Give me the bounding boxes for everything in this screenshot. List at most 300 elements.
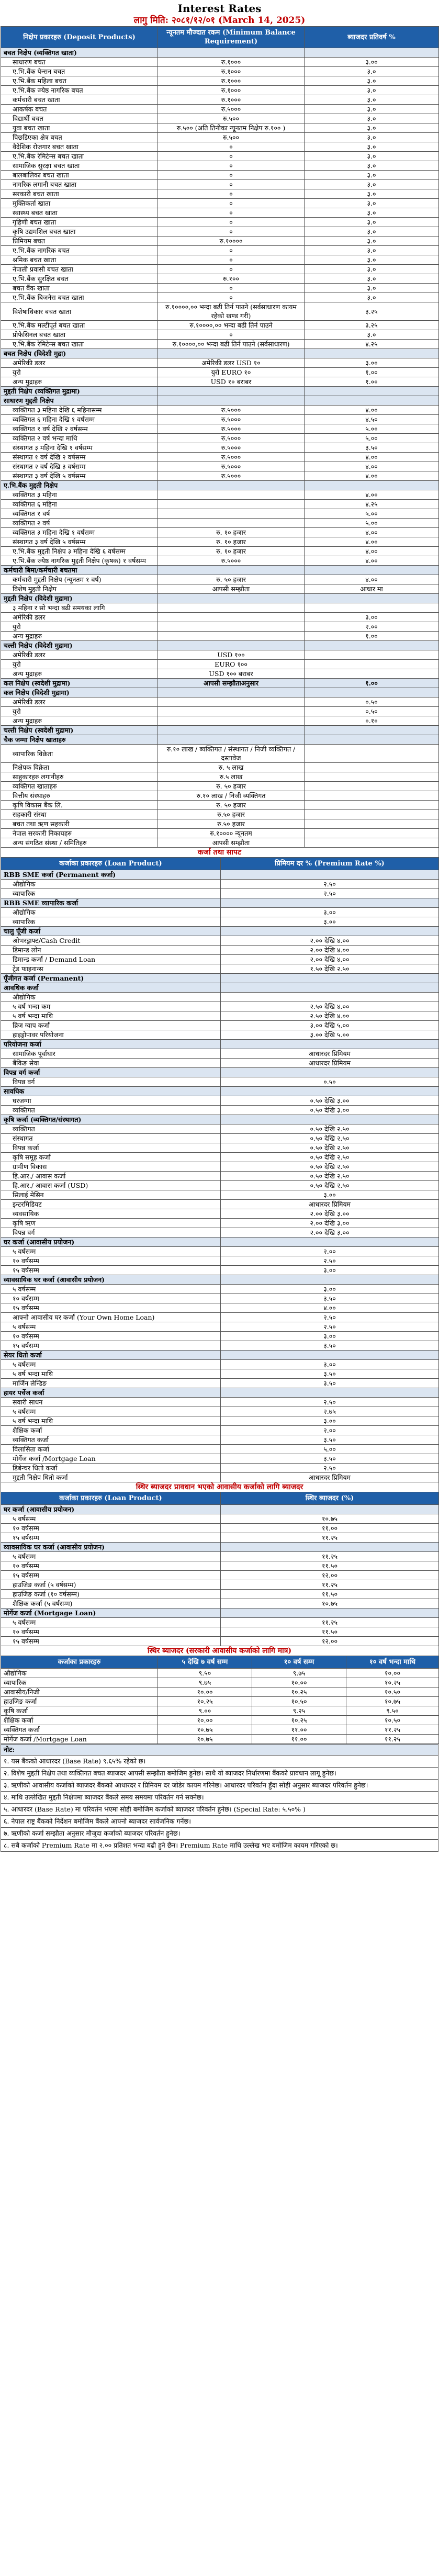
value-cell: ० xyxy=(158,255,305,265)
value-cell: रु.५०० xyxy=(158,133,305,142)
value-cell: ०.५० देखि २.५० xyxy=(221,1153,439,1162)
value-cell: ११.०० xyxy=(252,1725,346,1735)
product-cell: विशेषाधिकार बचत खाता xyxy=(1,302,158,321)
product-cell: साधारण बचत xyxy=(1,58,158,67)
note-item: २. विशेष मुद्दती निक्षेप तथा व्यक्तिगत बचत ब्याजदर आपसी सम्झौता बमोजिम हुनेछ। साथै यो ब्याजदर निर्धारणमा बैंकको प्रावधान लागू हुनेछ। xyxy=(1,1768,438,1780)
value-cell: रु.१० लाख / ब्यक्तिगत / संस्थागत / निजी व्यक्तिगत / दस्तावेज xyxy=(158,745,305,763)
value-cell xyxy=(221,1388,439,1398)
value-cell: ११.२५ xyxy=(346,1725,439,1735)
product-cell: सेयर धितो कर्जा xyxy=(1,1351,221,1360)
value-cell: ५.०० xyxy=(305,424,439,434)
fixed2-rate-table xyxy=(1,1656,439,1744)
deposit-row xyxy=(1,133,439,142)
product-cell: आकर्षक बचत xyxy=(1,105,158,114)
loan-col-product: कर्जाका प्रकारहरु (Loan Product) xyxy=(1,858,221,870)
value-cell xyxy=(305,660,439,669)
value-cell: ४.०० xyxy=(305,471,439,481)
value-cell: ०.५० देखि ३.०० xyxy=(221,1106,439,1115)
value-cell xyxy=(221,1040,439,1049)
section-row xyxy=(1,1238,439,1247)
section-row xyxy=(1,974,439,983)
product-cell: ५ वर्ष भन्दा कम xyxy=(1,1002,221,1011)
product-cell: कृषि समूह कर्जा xyxy=(1,1153,221,1162)
product-cell: कृषि उद्यमशिल बचत खाता xyxy=(1,227,158,237)
fixed-row xyxy=(1,1599,439,1608)
product-cell: व्यापारिक xyxy=(1,1678,158,1688)
deposit-row xyxy=(1,358,439,368)
value-cell: रु.५००० xyxy=(158,556,305,566)
value-cell: रु.५००० xyxy=(158,415,305,424)
product-cell: इन्टरमिडियट xyxy=(1,1200,221,1209)
loan-row xyxy=(1,1256,439,1266)
product-cell: विशेष मुद्दती निक्षेप xyxy=(1,584,158,594)
product-cell: व्यक्तिगत कर्जा xyxy=(1,1725,158,1735)
value-cell: ० xyxy=(158,218,305,227)
product-cell: स्वास्थ्य बचत खाता xyxy=(1,208,158,218)
value-cell: १०.७५ xyxy=(221,1514,439,1524)
value-cell: रु.५००० xyxy=(158,406,305,415)
deposit-row xyxy=(1,669,439,679)
deposit-row xyxy=(1,274,439,284)
value-cell: १०.५० xyxy=(346,1716,439,1725)
value-cell xyxy=(221,1351,439,1360)
product-cell: १५ वर्षसम्म xyxy=(1,1341,221,1351)
value-cell xyxy=(158,349,305,358)
value-cell: ०.५० देखि २.५० xyxy=(221,1181,439,1190)
value-cell: ३.५० xyxy=(221,1454,439,1464)
deposit-row xyxy=(1,237,439,246)
product-cell: व्यक्तिगत १ वर्ष xyxy=(1,509,158,519)
value-cell: ३.० xyxy=(305,218,439,227)
product-cell: १० वर्षसम्म xyxy=(1,1332,221,1341)
value-cell: ४.०० xyxy=(305,575,439,584)
value-cell: १.५० देखि २.५० xyxy=(221,964,439,974)
loan-header-row xyxy=(1,858,439,870)
value-cell: १०.०० xyxy=(158,1716,252,1725)
value-cell: ० xyxy=(158,180,305,189)
value-cell: १०.५० xyxy=(346,1688,439,1697)
product-cell: ए.भि.बैंक ज्येष्ठ नागरिक मुद्दती निक्षेप (कृषक) १ वर्षसम्म xyxy=(1,556,158,566)
value-cell xyxy=(305,641,439,650)
value-cell xyxy=(221,1505,439,1514)
product-cell: चल्ती निक्षेप (विदेशी मुद्रामा) xyxy=(1,641,158,650)
value-cell: ० xyxy=(158,246,305,255)
fixed2-row xyxy=(1,1678,439,1688)
product-cell: व्यक्तिगत ३ महिना देखि ६ महिनासम्म xyxy=(1,406,158,415)
loan-row xyxy=(1,993,439,1002)
value-cell: आधार मा xyxy=(305,584,439,594)
loan-row xyxy=(1,1209,439,1219)
product-cell: युवा बचत खाता xyxy=(1,123,158,133)
page-title: Interest Rates xyxy=(177,2,262,15)
value-cell: ४.०० xyxy=(305,537,439,547)
value-cell xyxy=(158,48,305,58)
product-cell: प्रोफेसिनल बचत खाता xyxy=(1,330,158,340)
value-cell: २.०० देखि ३.०० xyxy=(221,1209,439,1219)
value-cell: रु.५००० xyxy=(158,424,305,434)
value-cell: २.७५ xyxy=(221,1407,439,1416)
product-cell: ३ महिना र सो भन्दा बढी समयका लागि xyxy=(1,603,158,613)
value-cell: आपसी सम्झौता xyxy=(158,838,305,848)
product-cell: अन्य मुद्राहरु xyxy=(1,716,158,726)
section-row xyxy=(1,387,439,396)
fixed-row xyxy=(1,1514,439,1524)
value-cell: २.०० xyxy=(221,1426,439,1435)
value-cell: रु.१० लाख / निजी व्यक्तिगत xyxy=(158,791,305,801)
value-cell: ५.०० xyxy=(305,519,439,528)
value-cell: १०.७५ xyxy=(158,1725,252,1735)
deposit-row xyxy=(1,406,439,415)
value-cell: २.०० देखि ४.०० xyxy=(221,946,439,955)
fixed2-col-10yr-plus: १० वर्ष भन्दा माथि xyxy=(346,1656,439,1669)
loan-row xyxy=(1,1021,439,1030)
product-cell: अन्य मुद्राहरु xyxy=(1,377,158,387)
value-cell: ३.० xyxy=(305,199,439,208)
value-cell xyxy=(221,1068,439,1077)
fixed2-row xyxy=(1,1716,439,1725)
value-cell: रु.१००० xyxy=(158,76,305,86)
value-cell xyxy=(221,1543,439,1552)
product-cell: १५ वर्षसम्म xyxy=(1,1266,221,1275)
value-cell: ३.२५ xyxy=(305,321,439,330)
fixed2-row xyxy=(1,1725,439,1735)
value-cell: १०.०० xyxy=(252,1678,346,1688)
fixed-row xyxy=(1,1590,439,1599)
deposit-row xyxy=(1,772,439,782)
section-row xyxy=(1,726,439,735)
loan-row xyxy=(1,1153,439,1162)
product-cell: पिछडिएका क्षेत्र बचत xyxy=(1,133,158,142)
section-row xyxy=(1,1068,439,1077)
loan-row xyxy=(1,1190,439,1200)
product-cell: निक्षेपक विक्रेता xyxy=(1,763,158,772)
value-cell: ३.० xyxy=(305,284,439,293)
value-cell: ० xyxy=(158,284,305,293)
value-cell: रु.५००० xyxy=(158,462,305,471)
product-cell: हाउजिङ कर्जा (१० वर्षसम्म) xyxy=(1,1590,221,1599)
product-cell: ए.भि.बैंक मुद्दती निक्षेप ३ महिना देखि ६ वर्षसम्म xyxy=(1,547,158,556)
deposit-row xyxy=(1,152,439,161)
product-cell: ए.भि.बैंक मुद्दती निक्षेप xyxy=(1,481,158,490)
value-cell xyxy=(305,669,439,679)
product-cell: RBB SME कर्जा (Permanent कर्जा) xyxy=(1,870,221,880)
value-cell: २.०० xyxy=(305,622,439,632)
value-cell: आधारदर प्रिमियम xyxy=(221,1049,439,1059)
value-cell: ३.० xyxy=(305,330,439,340)
product-cell: व्यक्तिगत ६ महिना देखि १ वर्षसम्म xyxy=(1,415,158,424)
product-cell: सहकारी संस्था xyxy=(1,810,158,819)
product-cell: आवासीय/निजी xyxy=(1,1688,158,1697)
deposit-row xyxy=(1,698,439,707)
value-cell: रु. ५० हजार xyxy=(158,801,305,810)
section-row xyxy=(1,641,439,650)
value-cell: ३.० xyxy=(305,105,439,114)
deposit-row xyxy=(1,584,439,594)
product-cell: परियोजना कर्जा xyxy=(1,1040,221,1049)
value-cell: आपसी सम्झौता xyxy=(158,584,305,594)
product-cell: औद्योगिक xyxy=(1,1669,158,1678)
loan-row xyxy=(1,1134,439,1143)
value-cell: USD १०० xyxy=(158,650,305,660)
value-cell: रु. ५ लाख xyxy=(158,763,305,772)
loan-row xyxy=(1,1049,439,1059)
product-cell: हायर पर्चेज कर्जा xyxy=(1,1388,221,1398)
deposit-row xyxy=(1,443,439,453)
value-cell: ३.०० xyxy=(221,1190,439,1200)
product-cell: साधारण मुद्दती निक्षेप xyxy=(1,396,158,406)
deposit-row xyxy=(1,660,439,669)
deposit-row xyxy=(1,462,439,471)
product-cell: ए.भि.बैंक नागरिक बचत xyxy=(1,246,158,255)
value-cell: रु.५००० xyxy=(158,105,305,114)
value-cell: १०.७५ xyxy=(346,1697,439,1706)
value-cell: USD १० बराबर xyxy=(158,377,305,387)
product-cell: व्यक्तिगत २ वर्ष भन्दा माथि xyxy=(1,434,158,443)
value-cell: ३.० xyxy=(305,114,439,123)
product-cell: हाइड्रोपावर परियोजना xyxy=(1,1030,221,1040)
loan-row xyxy=(1,936,439,946)
value-cell: ० xyxy=(158,152,305,161)
product-cell: व्यक्तिगत xyxy=(1,1124,221,1134)
fixed-row xyxy=(1,1618,439,1627)
deposit-row xyxy=(1,330,439,340)
value-cell: २.५० देखि ४.०० xyxy=(221,1002,439,1011)
value-cell: ३.०० xyxy=(221,1416,439,1426)
product-cell: व्यक्तिगत ३ महिना xyxy=(1,490,158,500)
deposit-row xyxy=(1,424,439,434)
product-cell: १५ वर्षसम्म xyxy=(1,1303,221,1313)
product-cell: बचत निक्षेप (व्यक्तिगत खाता) xyxy=(1,48,158,58)
product-cell: १० वर्षसम्म xyxy=(1,1294,221,1303)
value-cell: रु.५००० xyxy=(158,453,305,462)
value-cell: ३.०० xyxy=(221,917,439,927)
product-cell: ५ वर्ष भन्दा माथि xyxy=(1,1416,221,1426)
value-cell xyxy=(305,387,439,396)
product-cell: ५ वर्षसम्म xyxy=(1,1514,221,1524)
product-cell: ए.भि.बैंक रेमिटेन्स बचत खाता xyxy=(1,340,158,349)
value-cell: २.५० xyxy=(221,880,439,889)
deposit-header-row xyxy=(1,27,439,48)
value-cell xyxy=(158,490,305,500)
loan-row xyxy=(1,1435,439,1445)
product-cell: १० वर्षसम्म xyxy=(1,1561,221,1571)
value-cell: ३.२५ xyxy=(305,302,439,321)
value-cell: ०.५० देखि ३.०० xyxy=(221,1096,439,1106)
product-cell: ५ वर्षसम्म xyxy=(1,1552,221,1561)
loan-row xyxy=(1,964,439,974)
section-row xyxy=(1,1505,439,1514)
fixed-col-rate: स्थिर ब्याजदर (%) xyxy=(221,1492,439,1505)
fixed2-row xyxy=(1,1735,439,1744)
fixed2-row xyxy=(1,1706,439,1716)
deposit-row xyxy=(1,603,439,613)
value-cell: १.०० xyxy=(305,632,439,641)
value-cell: रु.१०००० xyxy=(158,237,305,246)
deposit-row xyxy=(1,246,439,255)
value-cell: आधारदर प्रिमियम xyxy=(221,1473,439,1482)
deposit-col-min-balance: न्यूनतम मौज्दात रकम (Minimum Balance Requirement) xyxy=(158,27,305,48)
value-cell xyxy=(221,1238,439,1247)
value-cell: ३.० xyxy=(305,227,439,237)
notes-title: नोट: xyxy=(1,1745,438,1756)
value-cell: १०.२५ xyxy=(346,1678,439,1688)
value-cell: ५.०० xyxy=(305,509,439,519)
loan-row xyxy=(1,1247,439,1256)
product-cell: मोर्गेज कर्जा /Mortgage Loan xyxy=(1,1735,158,1744)
note-item: ७. ऋणीको कर्जा सम्झौता अनुसार मौजुदा कर्जाको ब्याजदर परिवर्तन हुनेछ। xyxy=(1,1828,438,1840)
value-cell xyxy=(158,613,305,622)
deposit-row xyxy=(1,556,439,566)
value-cell: ० xyxy=(158,265,305,274)
value-cell: १०.०० xyxy=(346,1669,439,1678)
product-cell: कर्मचारी बिमा/कर्मचारी बचतमा xyxy=(1,566,158,575)
deposit-row xyxy=(1,58,439,67)
value-cell xyxy=(158,716,305,726)
deposit-row xyxy=(1,321,439,330)
value-cell: ३.५० xyxy=(221,1369,439,1379)
value-cell xyxy=(305,838,439,848)
section-row xyxy=(1,594,439,603)
value-cell: रु. १० हजार xyxy=(158,537,305,547)
value-cell xyxy=(221,974,439,983)
value-cell xyxy=(158,594,305,603)
deposit-row xyxy=(1,632,439,641)
product-cell: युरो xyxy=(1,368,158,377)
value-cell: ११.०० xyxy=(252,1735,346,1744)
value-cell xyxy=(158,387,305,396)
product-cell: नेपाली प्रवासी बचत खाता xyxy=(1,265,158,274)
deposit-row xyxy=(1,547,439,556)
product-cell: साहुकारहरु लगानीहरु xyxy=(1,772,158,782)
value-cell: ० xyxy=(158,293,305,302)
loan-row xyxy=(1,1454,439,1464)
product-cell: नागरिक लगानी बचत खाता xyxy=(1,180,158,189)
loan-row xyxy=(1,1030,439,1040)
value-cell: ११.२५ xyxy=(221,1552,439,1561)
fixed-row xyxy=(1,1580,439,1590)
section-row xyxy=(1,1351,439,1360)
value-cell: ९.०० xyxy=(158,1706,252,1716)
value-cell: ३.०० xyxy=(221,1360,439,1369)
loan-row xyxy=(1,1369,439,1379)
product-cell: अमेरिकी डलर xyxy=(1,650,158,660)
note-item: १. यस बैंकको आधारदर (Base Rate) ९.६५% रहेको छ। xyxy=(1,1756,438,1768)
value-cell xyxy=(305,48,439,58)
product-cell: कृषि ऋण xyxy=(1,1219,221,1228)
loan-row xyxy=(1,1162,439,1172)
deposit-row xyxy=(1,114,439,123)
product-cell: कल निक्षेप (विदेशी मुद्रामा) xyxy=(1,688,158,698)
loan-row xyxy=(1,1143,439,1153)
value-cell: रु.५ लाख xyxy=(158,772,305,782)
deposit-row xyxy=(1,801,439,810)
value-cell xyxy=(158,698,305,707)
section-row xyxy=(1,1115,439,1124)
product-cell: वित्तीय संस्थाहरु xyxy=(1,791,158,801)
product-cell: गृहिणी बचत खाता xyxy=(1,218,158,227)
product-cell: ५ वर्षसम्म xyxy=(1,1618,221,1627)
product-cell: ५ वर्षसम्म xyxy=(1,1322,221,1332)
fixed-row xyxy=(1,1571,439,1580)
deposit-row xyxy=(1,810,439,819)
value-cell: रु. ५० हजार xyxy=(158,575,305,584)
product-cell: ५ वर्ष भन्दा माथि xyxy=(1,1369,221,1379)
loan-row xyxy=(1,917,439,927)
value-cell xyxy=(305,594,439,603)
deposit-row xyxy=(1,161,439,171)
loan-row xyxy=(1,1181,439,1190)
loan-row xyxy=(1,1011,439,1021)
value-cell xyxy=(305,603,439,613)
deposit-row xyxy=(1,284,439,293)
product-cell: ५ वर्ष भन्दा माथि xyxy=(1,1011,221,1021)
value-cell xyxy=(305,650,439,660)
product-cell: चल्ती निक्षेप (स्वदेशी मुद्रामा) xyxy=(1,726,158,735)
value-cell: २.५० xyxy=(221,1313,439,1322)
product-cell: सिलाई मेसिन xyxy=(1,1190,221,1200)
product-cell: औद्योगिक xyxy=(1,908,221,917)
value-cell xyxy=(305,726,439,735)
loan-row xyxy=(1,1426,439,1435)
value-cell: ११.२५ xyxy=(346,1735,439,1744)
deposit-row xyxy=(1,471,439,481)
product-cell: प्रिमियम बचत xyxy=(1,237,158,246)
section-row xyxy=(1,396,439,406)
loan-row xyxy=(1,1360,439,1369)
product-cell: मोर्गेज कर्जा (Mortgage Loan) xyxy=(1,1608,221,1618)
value-cell xyxy=(305,481,439,490)
product-cell: ५ वर्षसम्म xyxy=(1,1247,221,1256)
value-cell: USD १०० बराबर xyxy=(158,669,305,679)
section-row xyxy=(1,870,439,880)
value-cell: ९.२५ xyxy=(252,1706,346,1716)
loan-row xyxy=(1,1303,439,1313)
product-cell: शैक्षिक कर्जा (५ वर्षसम्म) xyxy=(1,1599,221,1608)
deposit-row xyxy=(1,105,439,114)
value-cell: १.०० xyxy=(305,368,439,377)
value-cell: ० xyxy=(158,199,305,208)
deposit-row xyxy=(1,537,439,547)
value-cell xyxy=(305,735,439,745)
loan-table-body xyxy=(1,870,439,1482)
fixed-row xyxy=(1,1627,439,1637)
value-cell: ३.० xyxy=(305,180,439,189)
fixed2-col-5-7yr: ५ देखि ७ वर्ष सम्म xyxy=(158,1656,252,1669)
value-cell: २.५० xyxy=(221,1322,439,1332)
value-cell xyxy=(158,622,305,632)
product-cell: हाउजिङ कर्जा xyxy=(1,1697,158,1706)
deposit-row xyxy=(1,509,439,519)
value-cell: ३.०० xyxy=(221,908,439,917)
value-cell xyxy=(221,927,439,936)
loan-row xyxy=(1,1473,439,1482)
fixed2-col-product: कर्जाका प्रकारहरु xyxy=(1,1656,158,1669)
value-cell: रु.१००० xyxy=(158,86,305,95)
product-cell: युरो xyxy=(1,622,158,632)
deposit-row xyxy=(1,782,439,791)
loan-row xyxy=(1,1407,439,1416)
value-cell: आपसी सम्झौताअनुसार xyxy=(158,679,305,688)
section-row xyxy=(1,735,439,745)
product-cell: १५ वर्षसम्म xyxy=(1,1533,221,1543)
product-cell: संस्थागत xyxy=(1,1134,221,1143)
loan-row xyxy=(1,889,439,898)
section-row xyxy=(1,927,439,936)
value-cell: ११.२५ xyxy=(221,1618,439,1627)
product-cell: विपन्न कर्जा xyxy=(1,1143,221,1153)
deposit-row xyxy=(1,613,439,622)
product-cell: मोर्गेज कर्जा /Mortgage Loan xyxy=(1,1454,221,1464)
